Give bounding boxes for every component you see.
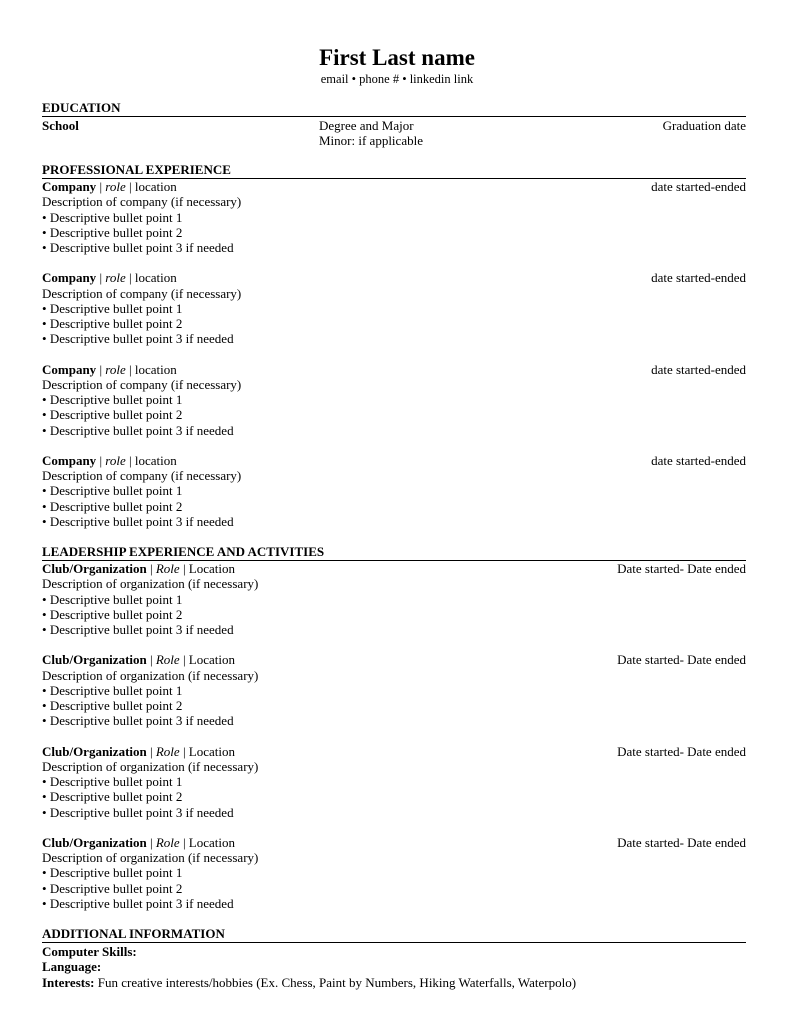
additional-heading: ADDITIONAL INFORMATION xyxy=(42,926,746,943)
entry-title xyxy=(42,453,177,468)
education-row xyxy=(42,118,746,133)
bullet-point: • Descriptive bullet point 1 xyxy=(42,301,746,316)
entry-description: Description of company (if necessary) xyxy=(42,194,242,210)
entry-separator: | xyxy=(125,361,135,377)
experience-entry xyxy=(42,179,746,255)
leadership-heading: LEADERSHIP EXPERIENCE AND ACTIVITIES xyxy=(42,544,746,561)
entry-title-row xyxy=(42,744,746,759)
entry-title-row xyxy=(42,561,746,576)
entry-role: role xyxy=(105,179,126,194)
entry-org: Club/Organization xyxy=(42,561,147,576)
bullet-point: • Descriptive bullet point 1 xyxy=(42,774,746,789)
experience-entry xyxy=(42,835,746,911)
entry-title xyxy=(42,561,235,576)
entry-separator: | xyxy=(146,743,156,759)
entry-description: Description of company (if necessary) xyxy=(42,285,242,301)
entry-dates: date started-ended xyxy=(651,452,746,468)
entry-description: Description of company (if necessary) xyxy=(42,376,242,392)
entry-location: Location xyxy=(188,561,236,576)
entry-org: Company xyxy=(42,361,97,377)
entry-location: location xyxy=(134,452,177,468)
bullet-point: • Descriptive bullet point 3 if needed xyxy=(42,805,746,820)
experience-entry xyxy=(42,561,746,637)
bullet-point: • Descriptive bullet point 2 xyxy=(42,881,746,896)
bullet-point: • Descriptive bullet point 2 xyxy=(42,407,746,422)
entry-description: Description of organization (if necessary) xyxy=(42,667,259,683)
school-name: School xyxy=(42,118,79,133)
bullet-point: • Descriptive bullet point 3 if needed xyxy=(42,713,746,728)
education-minor-row xyxy=(42,133,746,148)
entry-separator: | xyxy=(125,179,135,194)
entry-role: Role xyxy=(155,743,180,759)
entry-title xyxy=(42,744,235,759)
computer-skills-line xyxy=(42,944,746,959)
entry-location: Location xyxy=(188,652,236,668)
entry-separator: | xyxy=(179,652,189,668)
interests-label: Interests: xyxy=(42,974,95,990)
professional-entries xyxy=(42,179,746,529)
bullet-point: • Descriptive bullet point 3 if needed xyxy=(42,622,746,637)
entry-org: Club/Organization xyxy=(42,652,147,668)
bullet-point: • Descriptive bullet point 1 xyxy=(42,865,746,880)
entry-separator: | xyxy=(96,179,106,194)
professional-section xyxy=(42,162,746,529)
entry-dates: Date started- Date ended xyxy=(617,834,746,850)
entry-location: location xyxy=(134,361,177,377)
education-heading: EDUCATION xyxy=(42,100,746,117)
entry-org: Club/Organization xyxy=(42,743,147,759)
entry-title-row xyxy=(42,362,746,377)
entry-separator: | xyxy=(96,452,106,468)
entry-description: Description of organization (if necessary) xyxy=(42,850,259,865)
entry-description: Description of organization (if necessary) xyxy=(42,576,259,592)
bullet-point: • Descriptive bullet point 1 xyxy=(42,483,746,498)
professional-heading: PROFESSIONAL EXPERIENCE xyxy=(42,162,746,179)
entry-dates: date started-ended xyxy=(651,270,746,286)
entry-org: Company xyxy=(42,179,97,194)
degree-major: Degree and Major xyxy=(319,118,414,133)
entry-role: Role xyxy=(155,652,180,668)
bullet-point: • Descriptive bullet point 2 xyxy=(42,499,746,514)
entry-separator: | xyxy=(146,561,156,576)
experience-entry xyxy=(42,744,746,820)
entry-title-row xyxy=(42,270,746,285)
entry-location: location xyxy=(134,270,177,286)
computer-skills-label: Computer Skills: xyxy=(42,944,137,959)
bullet-point: • Descriptive bullet point 1 xyxy=(42,210,746,225)
leadership-section xyxy=(42,544,746,911)
resume-name: First Last name xyxy=(319,45,475,70)
entry-location: Location xyxy=(188,834,236,850)
entry-separator: | xyxy=(146,834,156,850)
bullet-point: • Descriptive bullet point 2 xyxy=(42,789,746,804)
entry-role: role xyxy=(105,270,126,286)
entry-title xyxy=(42,652,235,667)
entry-role: role xyxy=(105,361,126,377)
bullet-point: • Descriptive bullet point 3 if needed xyxy=(42,331,746,346)
entry-separator: | xyxy=(125,452,135,468)
entry-dates: Date started- Date ended xyxy=(617,652,746,668)
education-section xyxy=(42,100,746,149)
entry-org: Company xyxy=(42,270,97,286)
entry-description: Description of organization (if necessary) xyxy=(42,758,259,774)
entry-dates: Date started- Date ended xyxy=(617,561,746,576)
contact-line: email • phone # • linkedin link xyxy=(320,72,474,86)
additional-section xyxy=(42,926,746,990)
entry-separator: | xyxy=(146,652,156,668)
entry-role: Role xyxy=(155,561,180,576)
entry-title xyxy=(42,835,235,850)
language-label: Language: xyxy=(42,959,102,975)
bullet-point: • Descriptive bullet point 3 if needed xyxy=(42,514,746,529)
entry-separator: | xyxy=(179,561,189,576)
entry-separator: | xyxy=(179,834,189,850)
entry-title-row xyxy=(42,652,746,667)
bullet-point: • Descriptive bullet point 1 xyxy=(42,392,746,407)
entry-org: Club/Organization xyxy=(42,834,147,850)
entry-location: Location xyxy=(188,743,236,759)
experience-entry xyxy=(42,652,746,728)
entry-org: Company xyxy=(42,452,97,468)
entry-dates: date started-ended xyxy=(651,361,746,377)
graduation-date: Graduation date xyxy=(662,118,746,133)
entry-separator: | xyxy=(96,270,106,286)
entry-dates: Date started- Date ended xyxy=(617,743,746,759)
entry-title-row xyxy=(42,179,746,194)
entry-title xyxy=(42,270,177,285)
experience-entry xyxy=(42,453,746,529)
entry-title-row xyxy=(42,453,746,468)
entry-dates: date started-ended xyxy=(651,179,746,194)
entry-role: role xyxy=(105,452,126,468)
interests-line xyxy=(42,975,746,990)
bullet-point: • Descriptive bullet point 2 xyxy=(42,607,746,622)
entry-separator: | xyxy=(125,270,135,286)
bullet-point: • Descriptive bullet point 1 xyxy=(42,592,746,607)
entry-description: Description of company (if necessary) xyxy=(42,468,242,483)
bullet-point: • Descriptive bullet point 1 xyxy=(42,683,746,698)
experience-entry xyxy=(42,270,746,346)
bullet-point: • Descriptive bullet point 3 if needed xyxy=(42,896,746,911)
entry-title xyxy=(42,179,177,194)
language-line xyxy=(42,959,746,974)
entry-separator: | xyxy=(179,743,189,759)
entry-role: Role xyxy=(155,834,180,850)
experience-entry xyxy=(42,362,746,438)
bullet-point: • Descriptive bullet point 2 xyxy=(42,316,746,331)
bullet-point: • Descriptive bullet point 3 if needed xyxy=(42,423,746,438)
entry-separator: | xyxy=(96,361,106,377)
entry-title-row xyxy=(42,835,746,850)
bullet-point: • Descriptive bullet point 2 xyxy=(42,698,746,713)
interests-value: Fun creative interests/hobbies (Ex. Chess, Paint by Numbers, Hiking Waterfalls, Waterpolo) xyxy=(94,974,577,990)
minor: Minor: if applicable xyxy=(319,133,423,149)
bullet-point: • Descriptive bullet point 3 if needed xyxy=(42,240,746,255)
entry-title xyxy=(42,362,177,377)
entry-location: location xyxy=(134,179,177,194)
leadership-entries xyxy=(42,561,746,911)
bullet-point: • Descriptive bullet point 2 xyxy=(42,225,746,240)
